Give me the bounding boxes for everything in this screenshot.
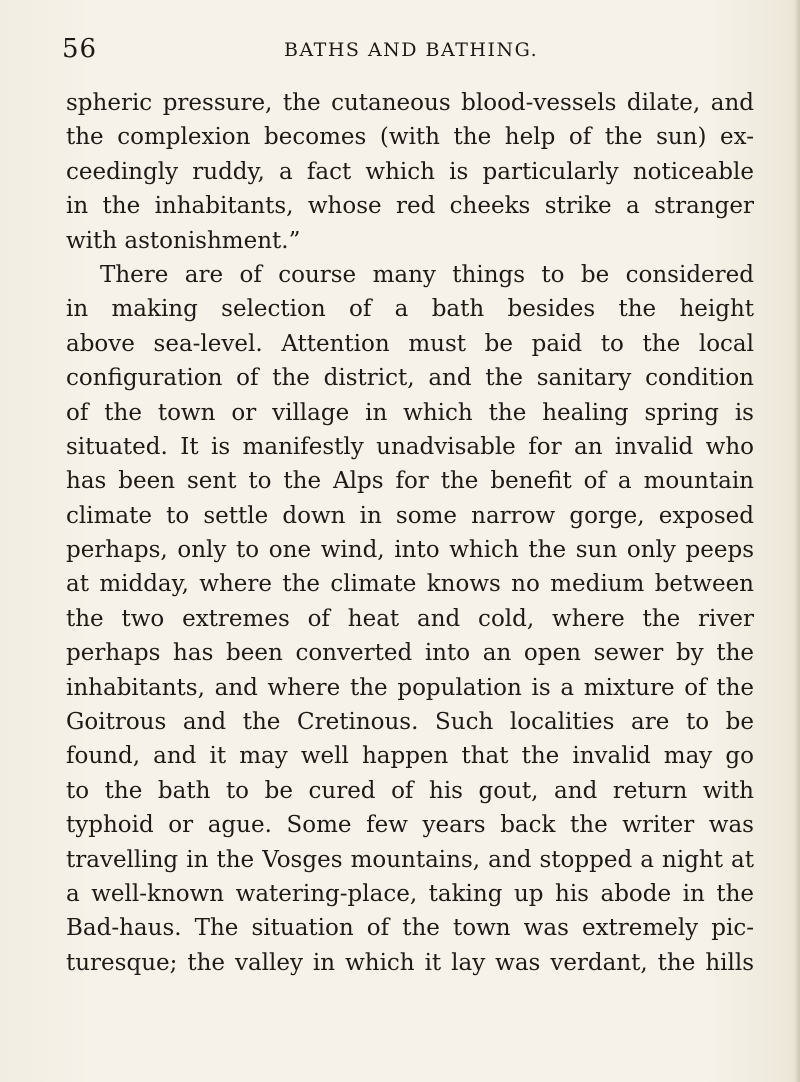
text-line: There are of course many things to be considered [100, 261, 754, 288]
page-header [62, 28, 752, 68]
text-line: perhaps, only to one wind, into which the sun only peeps [66, 537, 754, 564]
page-number: 56 [62, 34, 98, 64]
text-line: the two extremes of heat and cold, where the river [66, 605, 754, 632]
text-line: with astonishment.” [66, 227, 301, 254]
text-line: spheric pressure, the cutaneous blood-vessels dilate, and [66, 90, 754, 116]
text-line: situated. It is manifestly unadvisable for an invalid who [66, 433, 754, 460]
text-line: in the inhabitants, whose red cheeks strike a stranger [66, 193, 754, 220]
text-line: above sea-level. Attention must be paid to the local [66, 330, 754, 357]
page-edge-shadow [794, 0, 800, 1082]
text-line: perhaps has been converted into an open sewer by the [66, 640, 754, 667]
text-line: at midday, where the climate knows no medium between [66, 571, 754, 598]
text-line: to the bath to be cured of his gout, and return with [66, 777, 754, 804]
text-line: a well-known watering-place, taking up his abode in the [66, 880, 754, 907]
text-line: configuration of the district, and the sanitary condition [66, 365, 754, 392]
body-text [66, 86, 754, 980]
text-line: turesque; the valley in which it lay was verdant, the hills [66, 949, 754, 976]
text-line: travelling in the Vosges mountains, and stopped a night at [66, 846, 754, 873]
text-line: climate to settle down in some narrow gorge, exposed [66, 502, 754, 529]
text-line: ceedingly ruddy, a fact which is particularly noticeable [66, 158, 754, 185]
text-line: inhabitants, and where the population is a mixture of the [66, 674, 754, 701]
text-line: of the town or village in which the healing spring is [66, 399, 754, 426]
running-head: BATHS AND BATHING. [284, 39, 539, 61]
text-line: found, and it may well happen that the invalid may go [66, 743, 754, 770]
text-line: typhoid or ague. Some few years back the writer was [66, 812, 754, 839]
text-line: in making selection of a bath besides the height [66, 296, 754, 323]
text-line: Bad-haus. The situation of the town was extremely pic- [66, 915, 754, 942]
text-line: the complexion becomes (with the help of the sun) ex- [66, 124, 754, 151]
text-line: Goitrous and the Cretinous. Such localities are to be [66, 709, 754, 736]
text-line: has been sent to the Alps for the benefit of a mountain [66, 468, 754, 495]
